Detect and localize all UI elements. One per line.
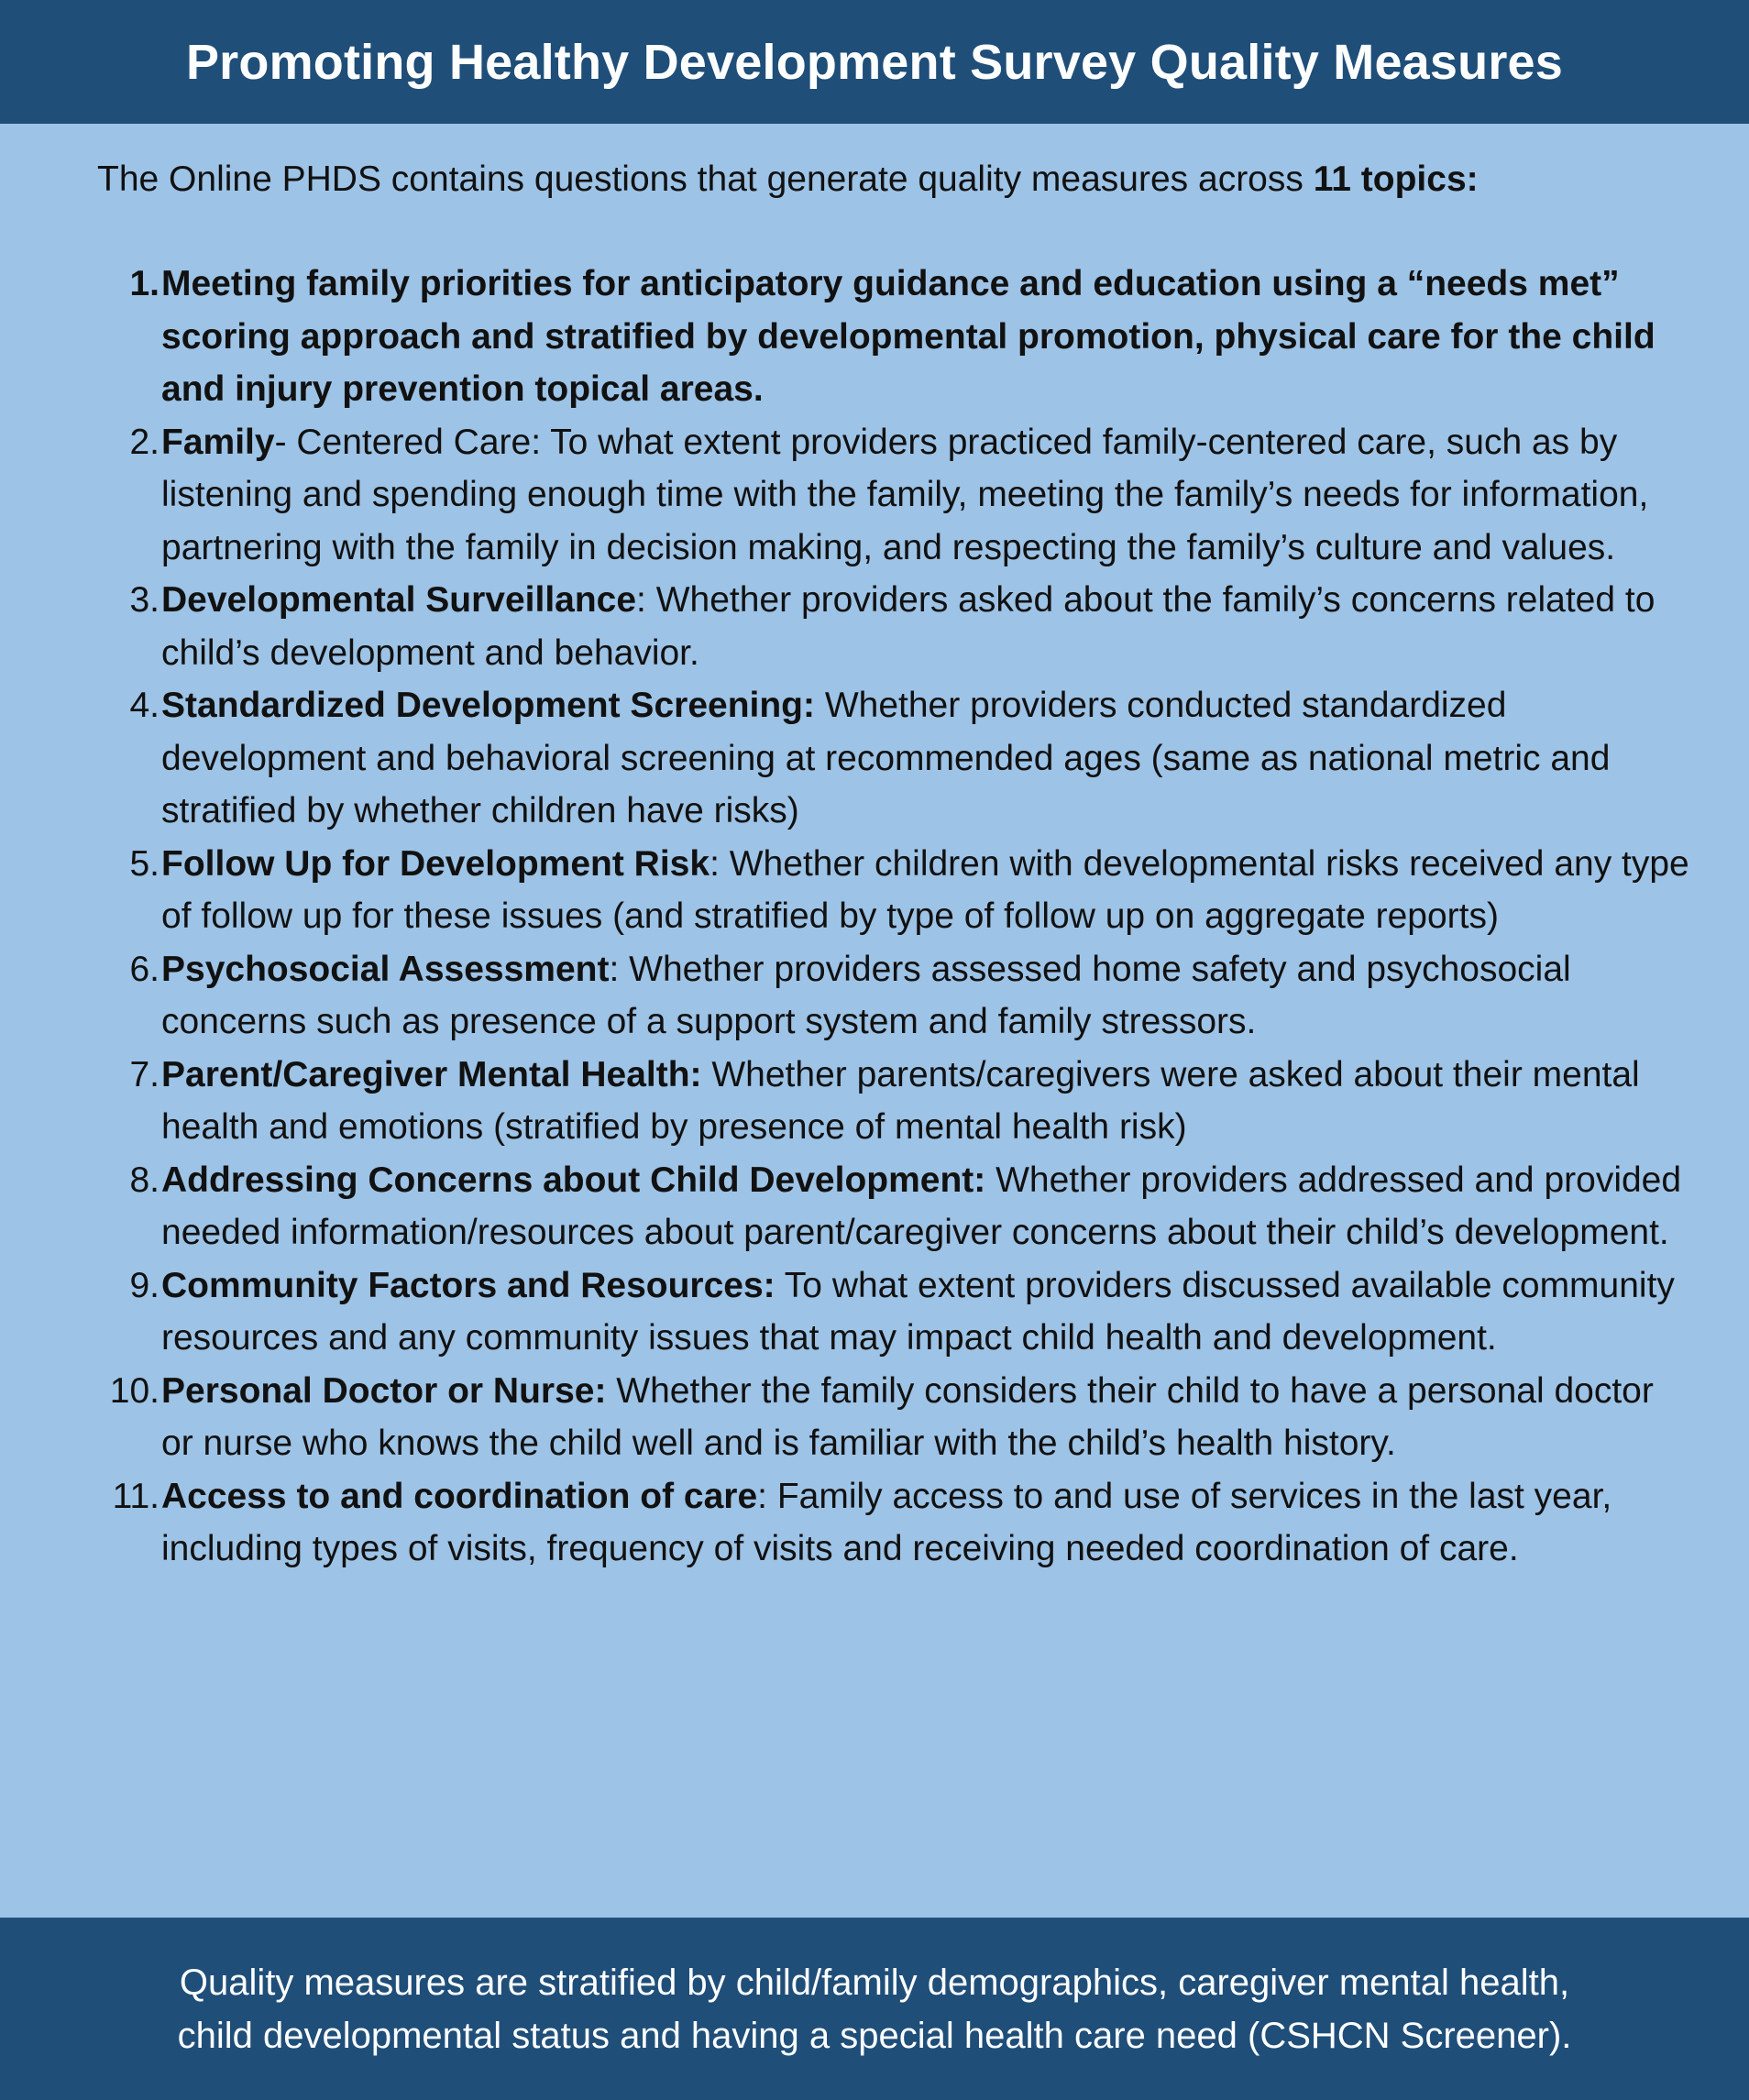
topic-number: 7.: [129, 1054, 160, 1094]
header-banner: [0, 0, 1749, 124]
topic-item-6: [0, 943, 1749, 1049]
topic-description: Whether providers conducted standardized development and behavioral screening at recommended ages (same as national metric and stratified by whether children have risks): [161, 686, 1611, 830]
topic-number: 5.: [129, 843, 160, 884]
topic-title: Access to and coordination of care: [161, 1476, 758, 1516]
topic-item-11: [0, 1470, 1749, 1576]
topic-number: 9.: [129, 1265, 160, 1305]
topic-description: Whether parents/caregivers were asked about their mental health and emotions (stratified by presence of mental health risk): [161, 1054, 1640, 1147]
footer-banner: [0, 1918, 1749, 2100]
topic-item-8: [0, 1154, 1749, 1259]
topic-number: 11.: [112, 1476, 160, 1516]
footer-note-line-1: Quality measures are stratified by child/family demographics, caregiver mental health,: [179, 1962, 1570, 2003]
topic-item-5: [0, 838, 1749, 943]
topic-item-9: [0, 1259, 1749, 1365]
topic-number: 10.: [109, 1370, 160, 1411]
topic-title: Psychosocial Assessment: [161, 949, 610, 989]
topic-description: To what extent providers discussed available community resources and any community issues that may impact child health and development.: [161, 1265, 1675, 1358]
intro-sentence: The Online PHDS contains questions that generate quality measures across: [97, 159, 1314, 199]
topic-number: 2.: [129, 422, 160, 462]
topic-title: Standardized Development Screening:: [161, 686, 815, 725]
topic-item-10: [0, 1365, 1749, 1470]
topic-item-4: [0, 679, 1749, 838]
topic-item-3: [0, 574, 1749, 679]
topic-number: 4.: [129, 686, 160, 725]
topic-description: : Whether providers assessed home safety and psychosocial concerns such as presence of a support system and family stressors.: [161, 949, 1571, 1041]
content-area: [0, 124, 1749, 1918]
page-title: Promoting Healthy Development Survey Quality Measures: [185, 34, 1564, 90]
topic-description: : Family access to and use of services in the last year, including types of visits, frequency of visits and receiving needed coordination of care.: [161, 1476, 1612, 1568]
topic-number: 3.: [129, 580, 160, 620]
topic-description: Whether the family considers their child to have a personal doctor or nurse who knows the child well and is familiar with the child’s health history.: [161, 1370, 1654, 1463]
topic-title: Addressing Concerns about Child Development:: [161, 1160, 986, 1200]
topic-title: Community Factors and Resources:: [161, 1265, 776, 1305]
topic-number: 6.: [129, 949, 160, 989]
topic-description: : Whether children with developmental risks received any type of follow up for these issues (and stratified by type of follow up on aggregate reports): [161, 843, 1689, 936]
topic-description: Whether providers addressed and provided needed information/resources about parent/caregiver concerns about their child’s development.: [161, 1160, 1682, 1252]
footer-note-line-2: child developmental status and having a special health care need (CSHCN Screener).: [177, 2015, 1572, 2056]
topic-title: Meeting family priorities for anticipatory guidance and education using a “needs met” scoring approach and stratified by developmental promotion, physical care for the child and injury prevention topical areas.: [161, 264, 1656, 409]
topic-item-1: [0, 258, 1749, 416]
topic-title: Family: [161, 422, 275, 462]
topic-title: Personal Doctor or Nurse:: [161, 1370, 607, 1411]
intro-emphasis: 11 topics:: [1313, 159, 1479, 199]
topic-title: Parent/Caregiver Mental Health:: [161, 1054, 702, 1094]
topic-number: 8.: [129, 1160, 160, 1200]
intro-text: [97, 157, 1479, 203]
topics-list: [0, 258, 1749, 1576]
topic-title: Follow Up for Development Risk: [161, 843, 710, 884]
topic-description: : Whether providers asked about the family’s concerns related to child’s development and behavior.: [161, 580, 1656, 673]
topic-description: - Centered Care: To what extent providers practiced family-centered care, such as by listening and spending enough time with the family, meeting the family’s needs for information, partnering with the family in decision making, and respecting the family’s culture and values.: [161, 422, 1649, 567]
topic-item-2: [0, 416, 1749, 575]
topic-number: 1.: [129, 264, 160, 303]
topic-item-7: [0, 1049, 1749, 1154]
topic-title: Developmental Surveillance: [161, 580, 637, 620]
